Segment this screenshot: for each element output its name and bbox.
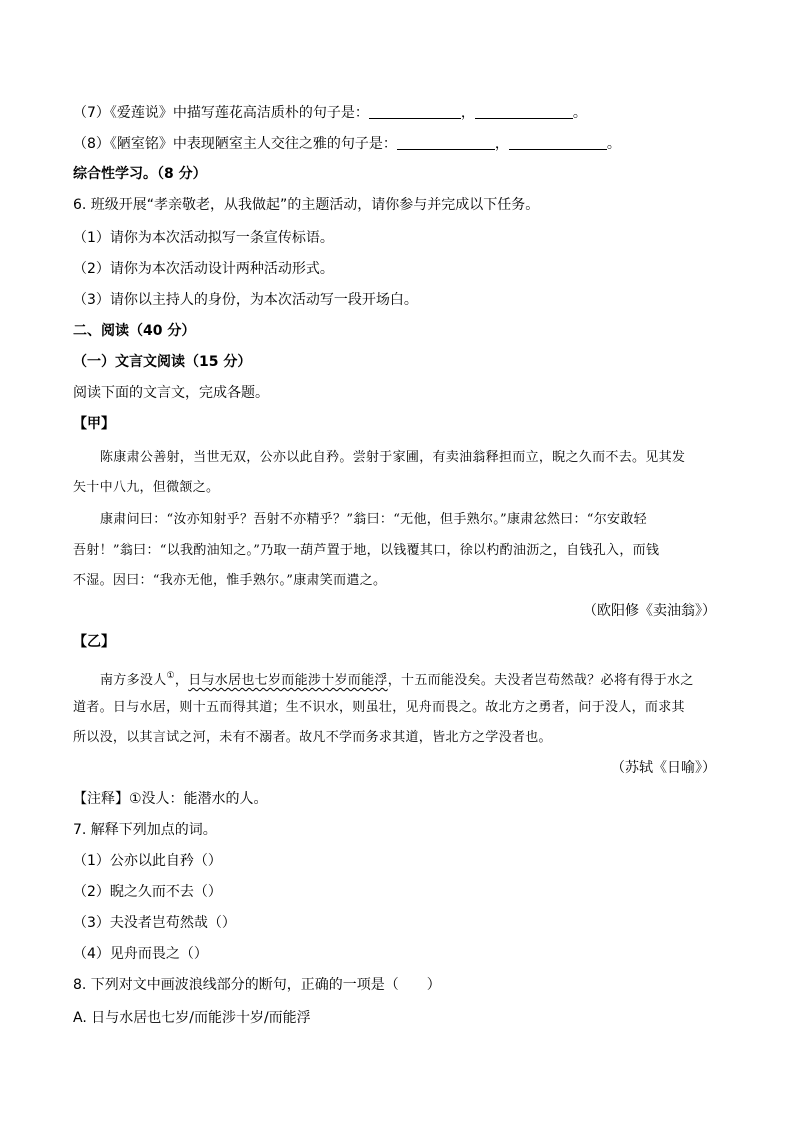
passage-line: 南方多没人①，日与水居也七岁而能涉十岁而能浮，十五而能没矣。夫没者岂苟然哉？必将有得于水之 <box>100 671 694 688</box>
question-7-item: （1）公亦以此自矜（） <box>73 853 222 869</box>
passage-line: 康肃问曰：“汝亦知射乎？吾射不亦精乎？”翁曰：“无他，但手熟尔。”康肃忿然曰：“尔安敢轻 <box>100 512 647 527</box>
passage-line: 吾射！”翁曰：“以我酌油知之。”乃取一葫芦置于地，以钱覆其口，徐以杓酌油沥之，自钱孔入，而钱 <box>73 543 660 558</box>
sub-heading: （一）文言文阅读（15 分） <box>73 354 252 370</box>
answer-blank[interactable] <box>397 135 495 150</box>
passage-line: 所以没，以其言试之河，未有不溺者。故凡不学而务求其道，皆北方之学没者也。 <box>73 730 552 745</box>
question-7-item: （4）见舟而畏之（） <box>73 946 208 962</box>
wavy-underlined-text: 日与水居也七岁而能涉十岁而能浮 <box>188 673 388 688</box>
instruction: 阅读下面的文言文，完成各题。 <box>73 385 269 401</box>
footnote-marker: ① <box>166 671 175 681</box>
question-8: 8. 下列对文中画波浪线部分的断句，正确的一项是（ ） <box>73 977 441 993</box>
dictation-q7: （7）《爱莲说》中描写莲花高洁质朴的句子是： ， 。 <box>73 105 587 121</box>
task-item: （1）请你为本次活动拟写一条宣传标语。 <box>73 230 334 246</box>
passage-line: 矢十中八九，但微颔之。 <box>73 480 220 495</box>
answer-blank[interactable] <box>509 135 607 150</box>
answer-blank[interactable] <box>369 104 461 119</box>
section-heading: 综合性学习。（8 分） <box>73 166 207 182</box>
question-7-item: （3）夫没者岂苟然哉（） <box>73 915 236 931</box>
task-item: （2）请你为本次活动设计两种活动形式。 <box>73 261 334 277</box>
passage-label-jia: 【甲】 <box>73 416 115 432</box>
passage-line: 道者。日与水居，则十五而得其道；生不识水，则虽壮，见舟而畏之。故北方之勇者，问于没人，而求其 <box>73 700 685 715</box>
passage-source: （欧阳修《卖油翁》） <box>583 603 716 619</box>
part-heading: 二、阅读（40 分） <box>73 323 196 339</box>
passage-source: （苏轼《日喻》） <box>611 760 716 776</box>
dictation-q8: （8）《陋室铭》中表现陋室主人交往之雅的句子是： ， 。 <box>73 136 621 152</box>
task-item: （3）请你以主持人的身份，为本次活动写一段开场白。 <box>73 292 418 308</box>
annotation-note: 【注释】①没人：能潜水的人。 <box>73 791 268 807</box>
question-7-item: （2）睨之久而不去（） <box>73 884 222 900</box>
answer-blank[interactable] <box>475 104 573 119</box>
question-8-option-a[interactable]: A. 日与水居也七岁/而能涉十岁/而能浮 <box>73 1010 311 1026</box>
passage-line: 不湿。因曰：“我亦无他，惟手熟尔。”康肃笑而遣之。 <box>73 573 387 588</box>
question-7: 7. 解释下列加点的词。 <box>73 822 217 838</box>
question-6: 6. 班级开展“孝亲敬老，从我做起”的主题活动，请你参与并完成以下任务。 <box>73 197 540 213</box>
passage-label-yi: 【乙】 <box>73 634 115 650</box>
passage-line: 陈康肃公善射，当世无双，公亦以此自矜。尝射于家圃，有卖油翁释担而立，睨之久而不去。见其发 <box>100 450 686 465</box>
